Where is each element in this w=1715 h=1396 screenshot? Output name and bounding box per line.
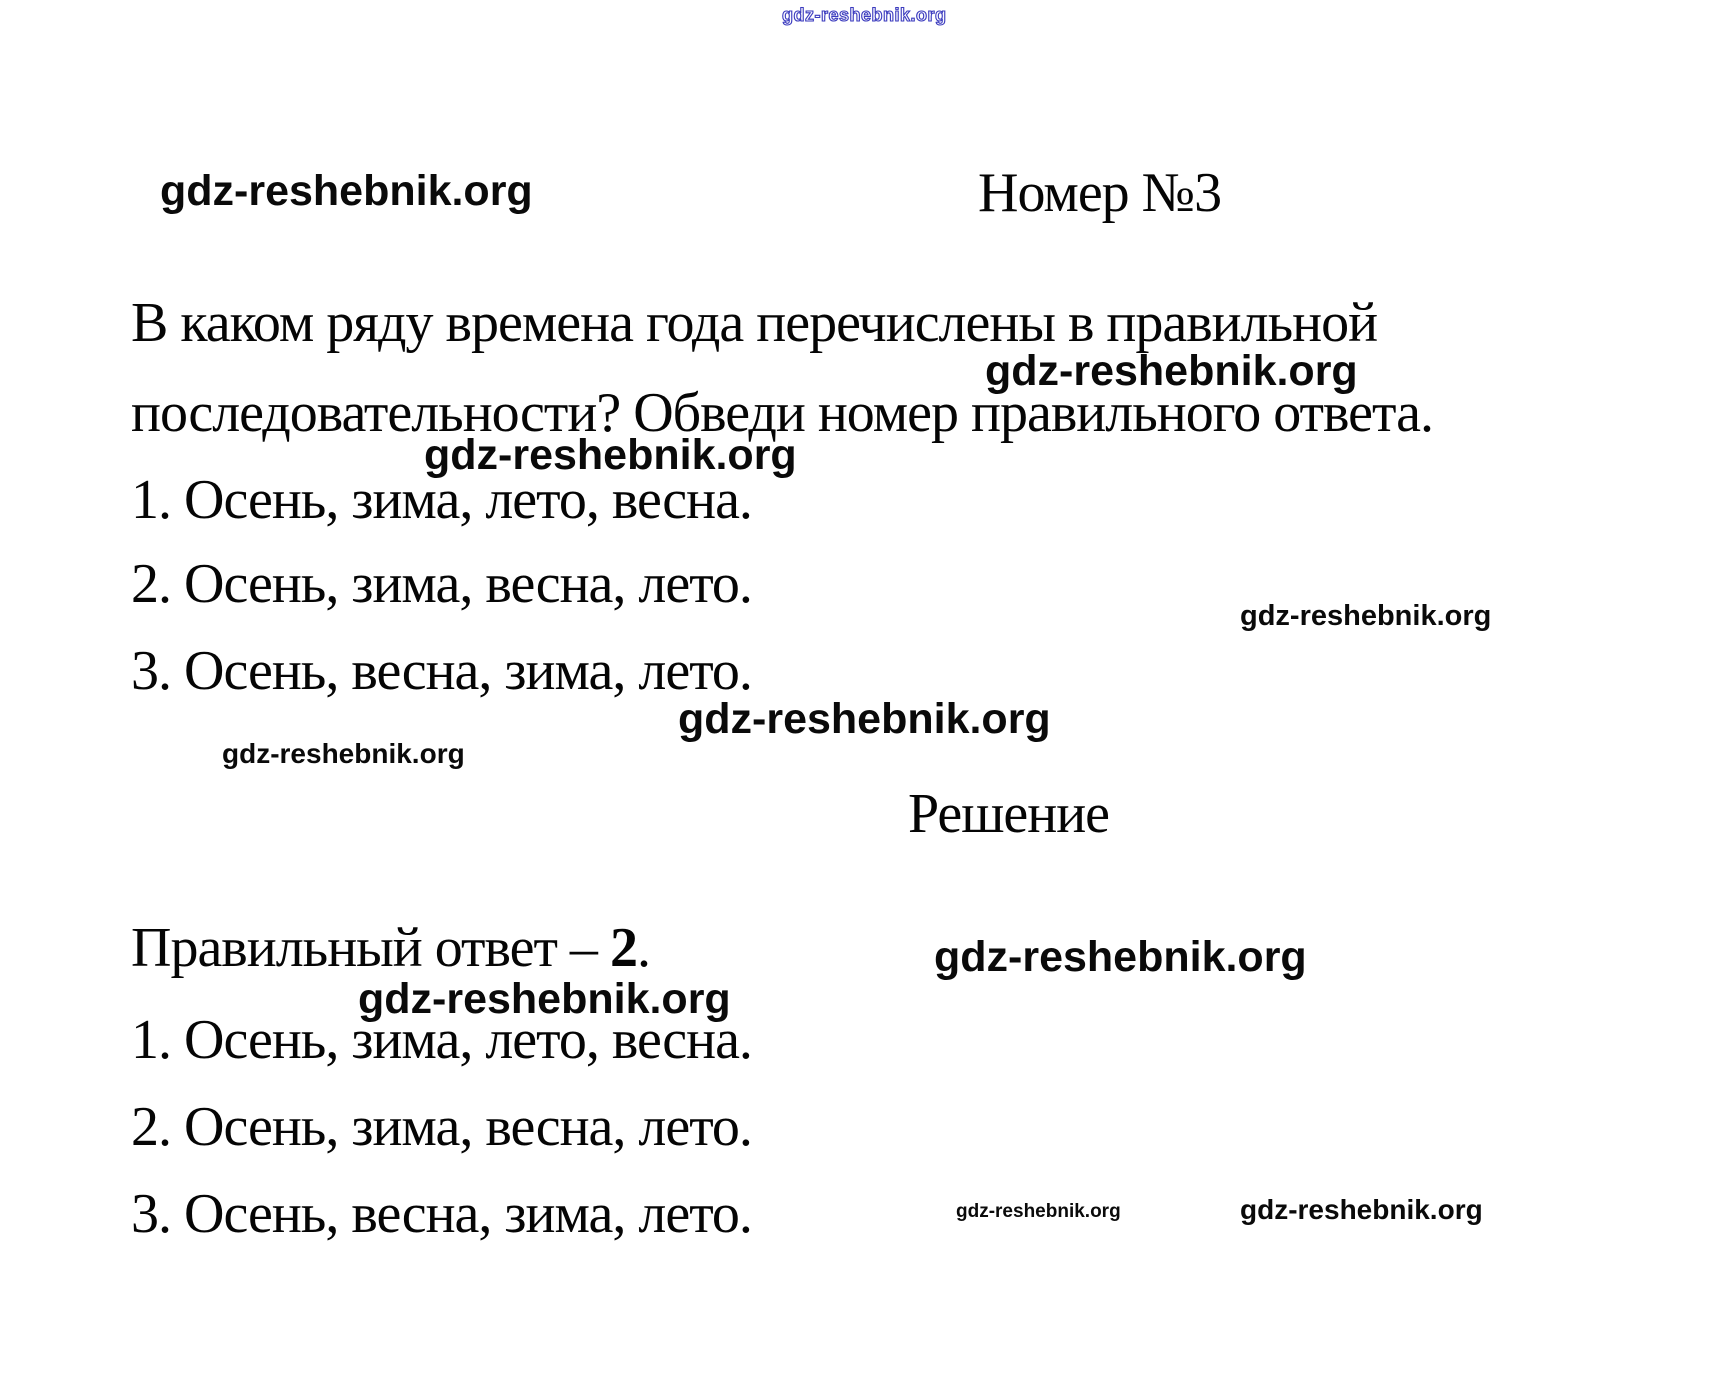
watermark-answer-right: gdz-reshebnik.org [934, 933, 1307, 981]
watermark-above-options: gdz-reshebnik.org [424, 431, 797, 479]
watermark-bottom-small: gdz-reshebnik.org [956, 1201, 1121, 1222]
question-line-1: В каком ряду времена года перечислены в правильной [131, 292, 1378, 354]
solution-option-1: 1. Осень, зима, лето, весна. [131, 1009, 752, 1071]
watermark-small-left: gdz-reshebnik.org [222, 738, 465, 769]
answer-value: 2 [609, 917, 637, 979]
answer-prefix: Правильный ответ – [131, 917, 610, 979]
solution-option-3: 3. Осень, весна, зима, лето. [131, 1183, 752, 1245]
answer-suffix: . [636, 917, 650, 979]
answer-line [131, 917, 650, 979]
question-option-1: 1. Осень, зима, лето, весна. [131, 469, 752, 531]
page-title: Номер №3 [978, 162, 1222, 224]
watermark-below-options: gdz-reshebnik.org [678, 695, 1051, 743]
question-option-3: 3. Осень, весна, зима, лето. [131, 640, 752, 702]
solution-option-2: 2. Осень, зима, весна, лето. [131, 1096, 752, 1158]
watermark-solution-mid: gdz-reshebnik.org [358, 975, 731, 1023]
watermark-question-mid: gdz-reshebnik.org [985, 347, 1358, 395]
question-line-2: последовательности? Обведи номер правильного ответа. [131, 382, 1434, 444]
solution-heading: Решение [908, 783, 1110, 845]
site-label: gdz-reshebnik.org [160, 167, 533, 215]
watermark-bottom-right: gdz-reshebnik.org [1240, 1194, 1483, 1225]
question-option-2: 2. Осень, зима, весна, лето. [131, 553, 752, 615]
watermark-right: gdz-reshebnik.org [1240, 600, 1492, 632]
watermark-top-blue: gdz-reshebnik.org [782, 5, 947, 25]
